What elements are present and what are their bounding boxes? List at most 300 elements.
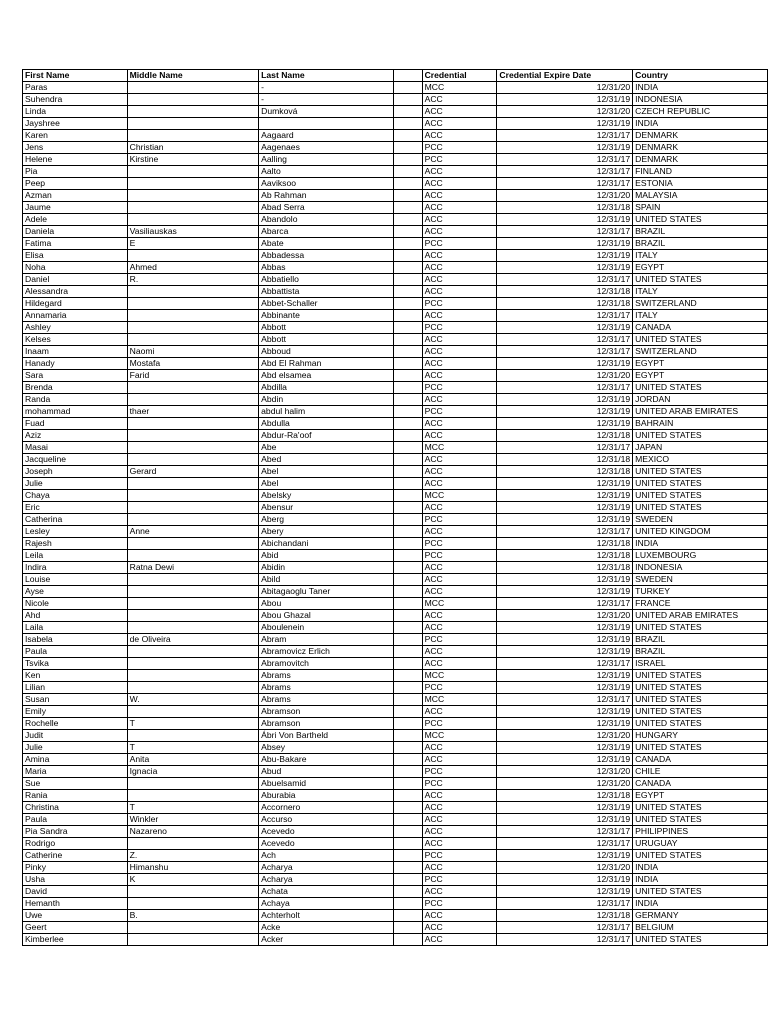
- table-row: [23, 694, 768, 706]
- blank-cell: [393, 190, 422, 202]
- country-cell: UNITED STATES: [633, 502, 768, 514]
- expire-date-cell: 12/31/18: [497, 202, 633, 214]
- table-row: [23, 538, 768, 550]
- expire-date-cell: 12/31/19: [497, 574, 633, 586]
- first-name-cell: Hildegard: [23, 298, 128, 310]
- expire-date-cell: 12/31/18: [497, 466, 633, 478]
- blank-cell: [393, 478, 422, 490]
- expire-date-cell: 12/31/17: [497, 334, 633, 346]
- first-name-cell: Elisa: [23, 250, 128, 262]
- middle-name-cell: T: [127, 742, 259, 754]
- blank-cell: [393, 358, 422, 370]
- country-cell: INDIA: [633, 538, 768, 550]
- country-cell: INDONESIA: [633, 562, 768, 574]
- country-cell: UNITED KINGDOM: [633, 526, 768, 538]
- expire-date-cell: 12/31/17: [497, 694, 633, 706]
- last-name-cell: Abbott: [259, 334, 394, 346]
- expire-date-cell: 12/31/20: [497, 370, 633, 382]
- table-row: [23, 442, 768, 454]
- expire-date-cell: 12/31/19: [497, 214, 633, 226]
- first-name-cell: Karen: [23, 130, 128, 142]
- middle-name-cell: [127, 310, 259, 322]
- table-row: [23, 682, 768, 694]
- middle-name-cell: [127, 682, 259, 694]
- last-name-cell: Abu-Bakare: [259, 754, 394, 766]
- middle-name-cell: Anita: [127, 754, 259, 766]
- first-name-cell: Emily: [23, 706, 128, 718]
- blank-cell: [393, 370, 422, 382]
- table-row: [23, 850, 768, 862]
- country-cell: INDIA: [633, 898, 768, 910]
- middle-name-cell: Himanshu: [127, 862, 259, 874]
- last-name-cell: abdul halim: [259, 406, 394, 418]
- country-cell: ITALY: [633, 250, 768, 262]
- credential-cell: ACC: [422, 526, 497, 538]
- credential-cell: ACC: [422, 574, 497, 586]
- blank-cell: [393, 778, 422, 790]
- first-name-cell: Daniela: [23, 226, 128, 238]
- first-name-cell: Jens: [23, 142, 128, 154]
- last-name-cell: Abbinante: [259, 310, 394, 322]
- last-name-cell: Abild: [259, 574, 394, 586]
- table-row: [23, 298, 768, 310]
- credential-cell: ACC: [422, 178, 497, 190]
- last-name-cell: Abel: [259, 478, 394, 490]
- credential-cell: PCC: [422, 238, 497, 250]
- expire-date-cell: 12/31/20: [497, 190, 633, 202]
- table-row: [23, 814, 768, 826]
- first-name-cell: Pinky: [23, 862, 128, 874]
- blank-cell: [393, 562, 422, 574]
- country-cell: SWITZERLAND: [633, 298, 768, 310]
- last-name-cell: Abate: [259, 238, 394, 250]
- country-cell: ESTONIA: [633, 178, 768, 190]
- middle-name-cell: [127, 646, 259, 658]
- blank-cell: [393, 682, 422, 694]
- blank-cell: [393, 118, 422, 130]
- last-name-cell: Abed: [259, 454, 394, 466]
- last-name-cell: Aaviksoo: [259, 178, 394, 190]
- table-row: [23, 886, 768, 898]
- blank-cell: [393, 886, 422, 898]
- last-name-cell: Abuelsamid: [259, 778, 394, 790]
- middle-name-cell: Ratna Dewi: [127, 562, 259, 574]
- country-cell: EGYPT: [633, 370, 768, 382]
- credential-cell: PCC: [422, 142, 497, 154]
- credential-cell: PCC: [422, 634, 497, 646]
- first-name-cell: Judit: [23, 730, 128, 742]
- middle-name-cell: B.: [127, 910, 259, 922]
- middle-name-cell: [127, 838, 259, 850]
- credential-cell: MCC: [422, 694, 497, 706]
- last-name-cell: Aalto: [259, 166, 394, 178]
- country-cell: BRAZIL: [633, 238, 768, 250]
- middle-name-cell: [127, 118, 259, 130]
- country-cell: UNITED STATES: [633, 682, 768, 694]
- country-cell: TURKEY: [633, 586, 768, 598]
- expire-date-cell: 12/31/19: [497, 514, 633, 526]
- country-cell: FINLAND: [633, 166, 768, 178]
- first-name-cell: Leila: [23, 550, 128, 562]
- country-cell: UNITED STATES: [633, 430, 768, 442]
- country-cell: UNITED STATES: [633, 934, 768, 946]
- blank-cell: [393, 922, 422, 934]
- last-name-cell: Abbadessa: [259, 250, 394, 262]
- middle-name-cell: [127, 622, 259, 634]
- last-name-cell: Abdilla: [259, 382, 394, 394]
- expire-date-cell: 12/31/19: [497, 646, 633, 658]
- middle-name-cell: [127, 106, 259, 118]
- country-cell: CANADA: [633, 778, 768, 790]
- country-cell: HUNGARY: [633, 730, 768, 742]
- credential-cell: PCC: [422, 550, 497, 562]
- last-name-cell: Abbet-Schaller: [259, 298, 394, 310]
- first-name-cell: Sara: [23, 370, 128, 382]
- expire-date-cell: 12/31/18: [497, 910, 633, 922]
- table-row: [23, 874, 768, 886]
- expire-date-cell: 12/31/19: [497, 238, 633, 250]
- first-name-cell: Jaume: [23, 202, 128, 214]
- table-row: [23, 166, 768, 178]
- expire-date-cell: 12/31/19: [497, 874, 633, 886]
- table-row: [23, 706, 768, 718]
- table-row: [23, 910, 768, 922]
- first-name-cell: Isabela: [23, 634, 128, 646]
- last-name-cell: Acker: [259, 934, 394, 946]
- table-row: [23, 490, 768, 502]
- blank-cell: [393, 646, 422, 658]
- expire-date-cell: 12/31/20: [497, 610, 633, 622]
- first-name-cell: Rodrigo: [23, 838, 128, 850]
- last-name-cell: Aburabia: [259, 790, 394, 802]
- country-cell: UNITED STATES: [633, 694, 768, 706]
- country-cell: INDIA: [633, 874, 768, 886]
- country-cell: CANADA: [633, 322, 768, 334]
- expire-date-cell: 12/31/17: [497, 382, 633, 394]
- credential-cell: PCC: [422, 406, 497, 418]
- blank-cell: [393, 934, 422, 946]
- credential-cell: ACC: [422, 454, 497, 466]
- blank-cell: [393, 466, 422, 478]
- credential-cell: ACC: [422, 118, 497, 130]
- middle-name-cell: [127, 658, 259, 670]
- expire-date-cell: 12/31/18: [497, 286, 633, 298]
- credential-cell: ACC: [422, 358, 497, 370]
- blank-cell: [393, 94, 422, 106]
- last-name-cell: Abrams: [259, 682, 394, 694]
- middle-name-cell: Nazareno: [127, 826, 259, 838]
- first-name-cell: Susan: [23, 694, 128, 706]
- first-name-cell: Annamaria: [23, 310, 128, 322]
- country-cell: UNITED STATES: [633, 382, 768, 394]
- first-name-cell: Nicole: [23, 598, 128, 610]
- last-name-cell: Abid: [259, 550, 394, 562]
- last-name-cell: Abandolo: [259, 214, 394, 226]
- last-name-cell: Aagaard: [259, 130, 394, 142]
- country-cell: UNITED STATES: [633, 814, 768, 826]
- credential-cell: ACC: [422, 826, 497, 838]
- last-name-cell: Abad Serra: [259, 202, 394, 214]
- credential-cell: ACC: [422, 742, 497, 754]
- blank-cell: [393, 430, 422, 442]
- middle-name-cell: thaer: [127, 406, 259, 418]
- blank-cell: [393, 730, 422, 742]
- first-name-cell: Jacqueline: [23, 454, 128, 466]
- blank-cell: [393, 274, 422, 286]
- blank-cell: [393, 718, 422, 730]
- last-name-cell: Abdin: [259, 394, 394, 406]
- middle-name-cell: [127, 430, 259, 442]
- table-row: [23, 610, 768, 622]
- first-name-cell: Julie: [23, 478, 128, 490]
- credential-cell: ACC: [422, 790, 497, 802]
- table-row: [23, 766, 768, 778]
- table-row: [23, 622, 768, 634]
- blank-cell: [393, 874, 422, 886]
- middle-name-cell: [127, 550, 259, 562]
- credential-cell: PCC: [422, 514, 497, 526]
- table-row: [23, 118, 768, 130]
- expire-date-cell: 12/31/19: [497, 394, 633, 406]
- table-row: [23, 922, 768, 934]
- expire-date-cell: 12/31/19: [497, 250, 633, 262]
- first-name-cell: David: [23, 886, 128, 898]
- blank-cell: [393, 550, 422, 562]
- table-row: [23, 310, 768, 322]
- credential-cell: ACC: [422, 754, 497, 766]
- blank-cell: [393, 250, 422, 262]
- credential-cell: ACC: [422, 418, 497, 430]
- last-name-cell: Abdur-Ra'oof: [259, 430, 394, 442]
- country-cell: FRANCE: [633, 598, 768, 610]
- middle-name-cell: K: [127, 874, 259, 886]
- blank-cell: [393, 130, 422, 142]
- table-row: [23, 406, 768, 418]
- middle-name-cell: [127, 214, 259, 226]
- last-name-cell: Achaya: [259, 898, 394, 910]
- first-name-cell: Eric: [23, 502, 128, 514]
- expire-date-cell: 12/31/19: [497, 754, 633, 766]
- credential-cell: ACC: [422, 466, 497, 478]
- blank-cell: [393, 418, 422, 430]
- table-row: [23, 742, 768, 754]
- blank-cell: [393, 538, 422, 550]
- last-name-cell: Abidin: [259, 562, 394, 574]
- table-row: [23, 934, 768, 946]
- expire-date-cell: 12/31/17: [497, 922, 633, 934]
- middle-name-cell: [127, 898, 259, 910]
- last-name-cell: Abitagaoglu Taner: [259, 586, 394, 598]
- expire-date-cell: 12/31/19: [497, 742, 633, 754]
- country-cell: LUXEMBOURG: [633, 550, 768, 562]
- table-row: [23, 670, 768, 682]
- middle-name-cell: Ignacia: [127, 766, 259, 778]
- credential-cell: MCC: [422, 490, 497, 502]
- credential-cell: PCC: [422, 898, 497, 910]
- blank-cell: [393, 82, 422, 94]
- credential-cell: ACC: [422, 130, 497, 142]
- credential-cell: ACC: [422, 94, 497, 106]
- expire-date-cell: 12/31/17: [497, 274, 633, 286]
- credential-cell: PCC: [422, 154, 497, 166]
- expire-date-cell: 12/31/19: [497, 262, 633, 274]
- middle-name-cell: de Oliveira: [127, 634, 259, 646]
- middle-name-cell: [127, 454, 259, 466]
- middle-name-cell: [127, 94, 259, 106]
- blank-cell: [393, 694, 422, 706]
- country-cell: BRAZIL: [633, 634, 768, 646]
- middle-name-cell: [127, 730, 259, 742]
- expire-date-cell: 12/31/19: [497, 706, 633, 718]
- header-blank: [393, 70, 422, 82]
- last-name-cell: Aagenaes: [259, 142, 394, 154]
- last-name-cell: Abdulla: [259, 418, 394, 430]
- country-cell: EGYPT: [633, 262, 768, 274]
- middle-name-cell: [127, 166, 259, 178]
- credential-cell: ACC: [422, 430, 497, 442]
- country-cell: JORDAN: [633, 394, 768, 406]
- first-name-cell: Indira: [23, 562, 128, 574]
- last-name-cell: Dumková: [259, 106, 394, 118]
- first-name-cell: Usha: [23, 874, 128, 886]
- middle-name-cell: Ahmed: [127, 262, 259, 274]
- blank-cell: [393, 286, 422, 298]
- last-name-cell: Abd elsamea: [259, 370, 394, 382]
- blank-cell: [393, 226, 422, 238]
- first-name-cell: Ken: [23, 670, 128, 682]
- expire-date-cell: 12/31/20: [497, 766, 633, 778]
- credential-cell: ACC: [422, 214, 497, 226]
- credential-cell: PCC: [422, 874, 497, 886]
- credential-cell: MCC: [422, 730, 497, 742]
- table-row: [23, 646, 768, 658]
- first-name-cell: Maria: [23, 766, 128, 778]
- blank-cell: [393, 142, 422, 154]
- first-name-cell: Peep: [23, 178, 128, 190]
- middle-name-cell: [127, 202, 259, 214]
- middle-name-cell: Vasiliauskas: [127, 226, 259, 238]
- table-row: [23, 82, 768, 94]
- country-cell: UNITED STATES: [633, 622, 768, 634]
- first-name-cell: Paras: [23, 82, 128, 94]
- table-row: [23, 394, 768, 406]
- middle-name-cell: [127, 574, 259, 586]
- expire-date-cell: 12/31/18: [497, 454, 633, 466]
- credential-cell: PCC: [422, 850, 497, 862]
- credential-cell: ACC: [422, 610, 497, 622]
- middle-name-cell: Gerard: [127, 466, 259, 478]
- expire-date-cell: 12/31/20: [497, 730, 633, 742]
- credential-cell: ACC: [422, 394, 497, 406]
- table-row: [23, 514, 768, 526]
- credential-cell: ACC: [422, 922, 497, 934]
- credential-cell: ACC: [422, 274, 497, 286]
- credential-cell: ACC: [422, 562, 497, 574]
- credential-cell: ACC: [422, 226, 497, 238]
- first-name-cell: Pia Sandra: [23, 826, 128, 838]
- last-name-cell: Abram: [259, 634, 394, 646]
- credential-cell: ACC: [422, 910, 497, 922]
- first-name-cell: Geert: [23, 922, 128, 934]
- middle-name-cell: R.: [127, 274, 259, 286]
- middle-name-cell: [127, 82, 259, 94]
- credential-cell: ACC: [422, 838, 497, 850]
- first-name-cell: Tsvika: [23, 658, 128, 670]
- country-cell: UNITED STATES: [633, 802, 768, 814]
- table-row: [23, 142, 768, 154]
- credential-cell: MCC: [422, 442, 497, 454]
- header-middle-name: Middle Name: [127, 70, 259, 82]
- blank-cell: [393, 790, 422, 802]
- table-row: [23, 718, 768, 730]
- expire-date-cell: 12/31/19: [497, 358, 633, 370]
- middle-name-cell: E: [127, 238, 259, 250]
- first-name-cell: Linda: [23, 106, 128, 118]
- table-row: [23, 754, 768, 766]
- expire-date-cell: 12/31/20: [497, 82, 633, 94]
- middle-name-cell: [127, 778, 259, 790]
- first-name-cell: Jayshree: [23, 118, 128, 130]
- blank-cell: [393, 502, 422, 514]
- blank-cell: [393, 454, 422, 466]
- last-name-cell: Acharya: [259, 862, 394, 874]
- expire-date-cell: 12/31/18: [497, 562, 633, 574]
- middle-name-cell: Z.: [127, 850, 259, 862]
- last-name-cell: Abarca: [259, 226, 394, 238]
- first-name-cell: Catherina: [23, 514, 128, 526]
- first-name-cell: Suhendra: [23, 94, 128, 106]
- middle-name-cell: [127, 298, 259, 310]
- table-row: [23, 238, 768, 250]
- credential-cell: PCC: [422, 382, 497, 394]
- country-cell: UNITED ARAB EMIRATES: [633, 610, 768, 622]
- table-row: [23, 382, 768, 394]
- table-row: [23, 214, 768, 226]
- first-name-cell: Ahd: [23, 610, 128, 622]
- first-name-cell: Kelses: [23, 334, 128, 346]
- country-cell: INDIA: [633, 118, 768, 130]
- country-cell: CZECH REPUBLIC: [633, 106, 768, 118]
- table-row: [23, 802, 768, 814]
- country-cell: SWITZERLAND: [633, 346, 768, 358]
- middle-name-cell: [127, 130, 259, 142]
- first-name-cell: Julie: [23, 742, 128, 754]
- blank-cell: [393, 814, 422, 826]
- table-row: [23, 370, 768, 382]
- middle-name-cell: [127, 322, 259, 334]
- country-cell: UNITED STATES: [633, 742, 768, 754]
- blank-cell: [393, 574, 422, 586]
- country-cell: CHILE: [633, 766, 768, 778]
- table-row: [23, 274, 768, 286]
- blank-cell: [393, 598, 422, 610]
- last-name-cell: Acevedo: [259, 838, 394, 850]
- credential-cell: ACC: [422, 370, 497, 382]
- middle-name-cell: [127, 538, 259, 550]
- expire-date-cell: 12/31/17: [497, 130, 633, 142]
- middle-name-cell: [127, 886, 259, 898]
- first-name-cell: Rochelle: [23, 718, 128, 730]
- credential-cell: ACC: [422, 802, 497, 814]
- expire-date-cell: 12/31/17: [497, 346, 633, 358]
- credential-cell: PCC: [422, 778, 497, 790]
- country-cell: BAHRAIN: [633, 418, 768, 430]
- middle-name-cell: Anne: [127, 526, 259, 538]
- blank-cell: [393, 202, 422, 214]
- credential-cell: ACC: [422, 346, 497, 358]
- middle-name-cell: [127, 190, 259, 202]
- last-name-cell: Accurso: [259, 814, 394, 826]
